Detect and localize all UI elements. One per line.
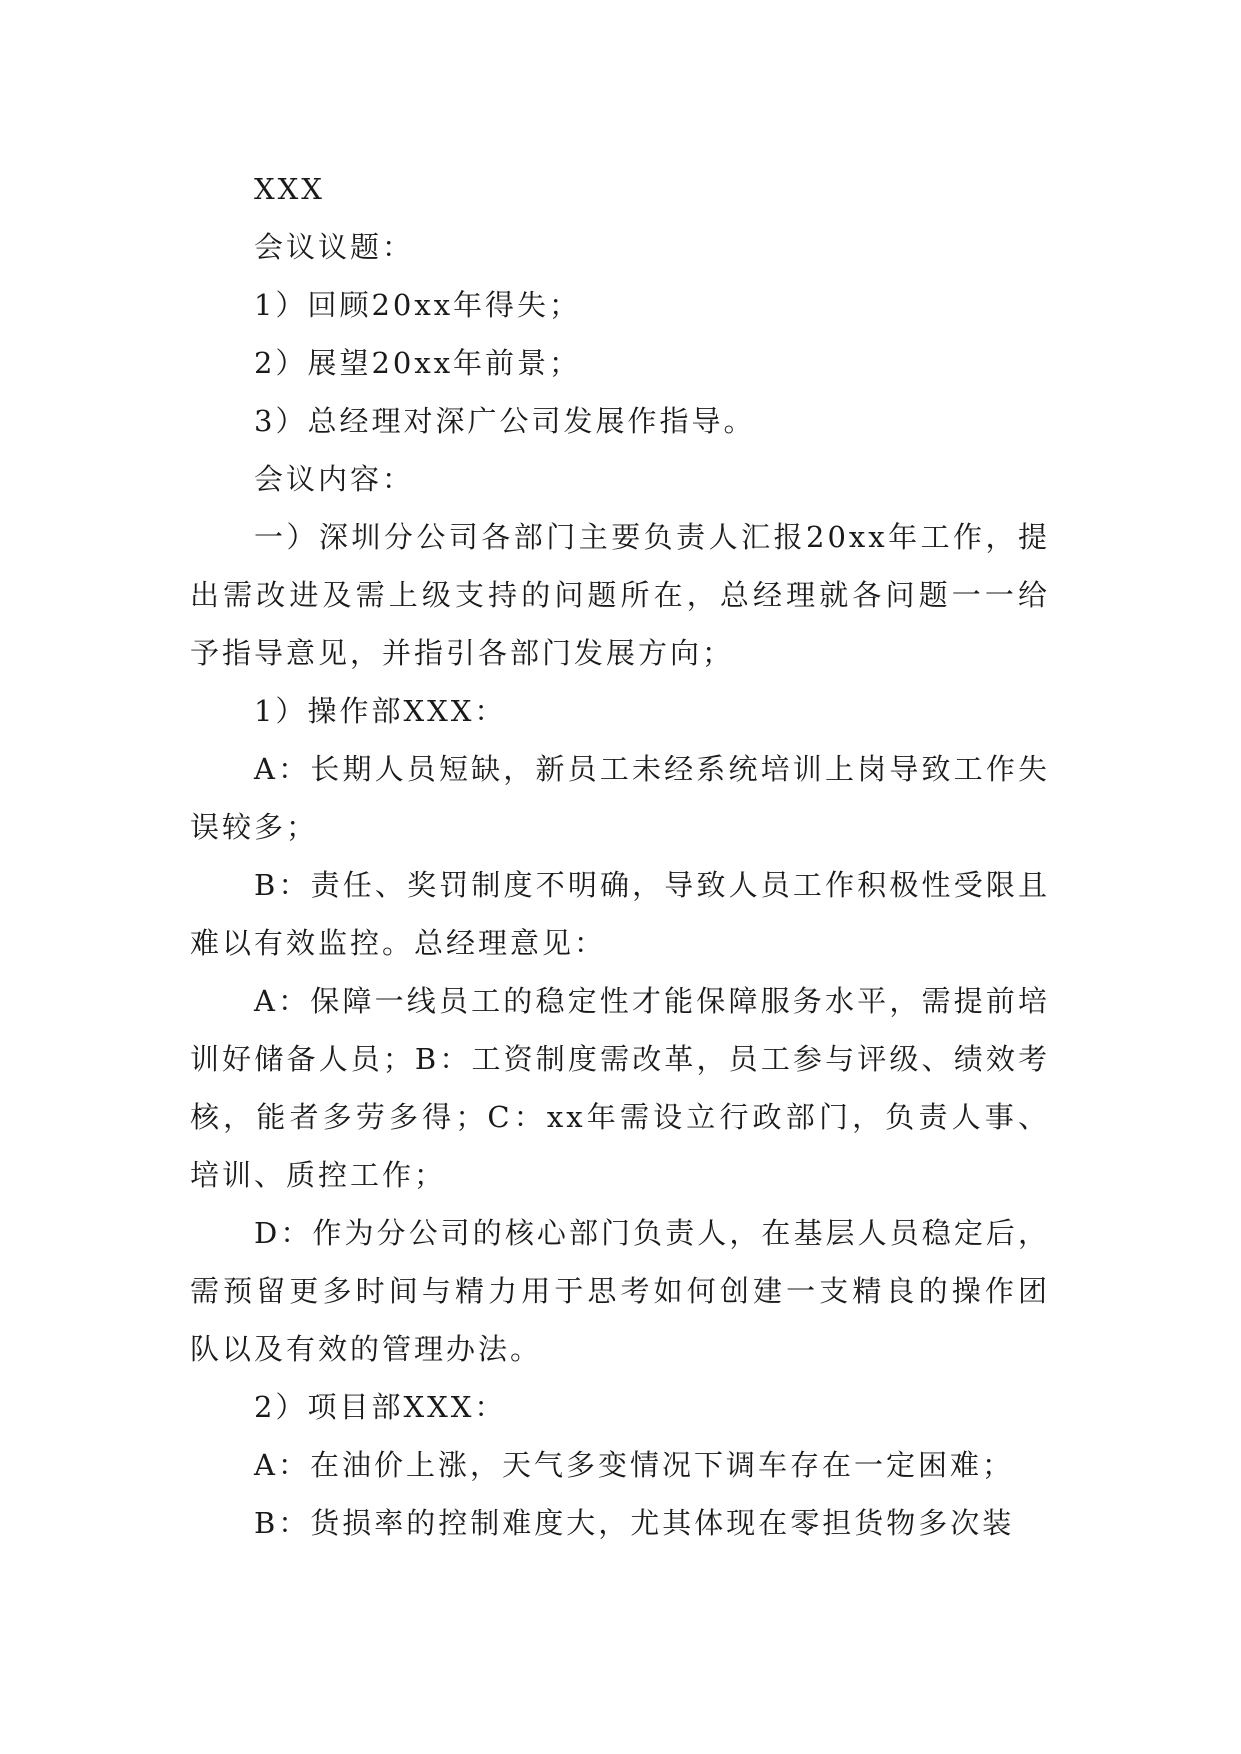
paragraph-heading-xxx: XXX — [254, 172, 325, 206]
paragraph-agenda-item-2: 2）展望20xx年前景； — [254, 346, 582, 380]
paragraph-agenda-title: 会议议题： — [254, 230, 415, 264]
paragraph-project-b: B：货损率的控制难度大，尤其体现在零担货物多次装 — [254, 1506, 1015, 1540]
paragraph-gm-opinion-abc: A：保障一线员工的稳定性才能保障服务水平，需提前培训好储备人员；B：工资制度需改革，员工参与评级、绩效考核，能者多劳多得；C：xx年需设立行政部门，负责人事、培训、质控工作； — [190, 984, 1050, 1192]
paragraph-ops-b: B：责任、奖罚制度不明确，导致人员工作积极性受限且难以有效监控。总经理意见： — [190, 868, 1050, 960]
document-body — [190, 160, 1050, 1552]
paragraph-ops-a: A：长期人员短缺，新员工未经系统培训上岗导致工作失误较多； — [190, 752, 1050, 844]
paragraph-agenda-item-3: 3）总经理对深广公司发展作指导。 — [254, 404, 756, 438]
paragraph-project-a: A：在油价上涨，天气多变情况下调车存在一定困难； — [254, 1448, 1014, 1482]
paragraph-section-1: 一）深圳分公司各部门主要负责人汇报20xx年工作，提出需改进及需上级支持的问题所在，总经理就各问题一一给予指导意见，并指引各部门发展方向； — [190, 520, 1050, 670]
paragraph-ops-dept: 1）操作部XXX： — [254, 694, 507, 728]
paragraph-gm-opinion-d: D：作为分公司的核心部门负责人，在基层人员稳定后，需预留更多时间与精力用于思考如何创建一支精良的操作团队以及有效的管理办法。 — [190, 1216, 1050, 1366]
paragraph-agenda-item-1: 1）回顾20xx年得失； — [254, 288, 582, 322]
paragraph-project-dept: 2）项目部XXX： — [254, 1390, 507, 1424]
paragraph-content-title: 会议内容： — [254, 462, 415, 496]
